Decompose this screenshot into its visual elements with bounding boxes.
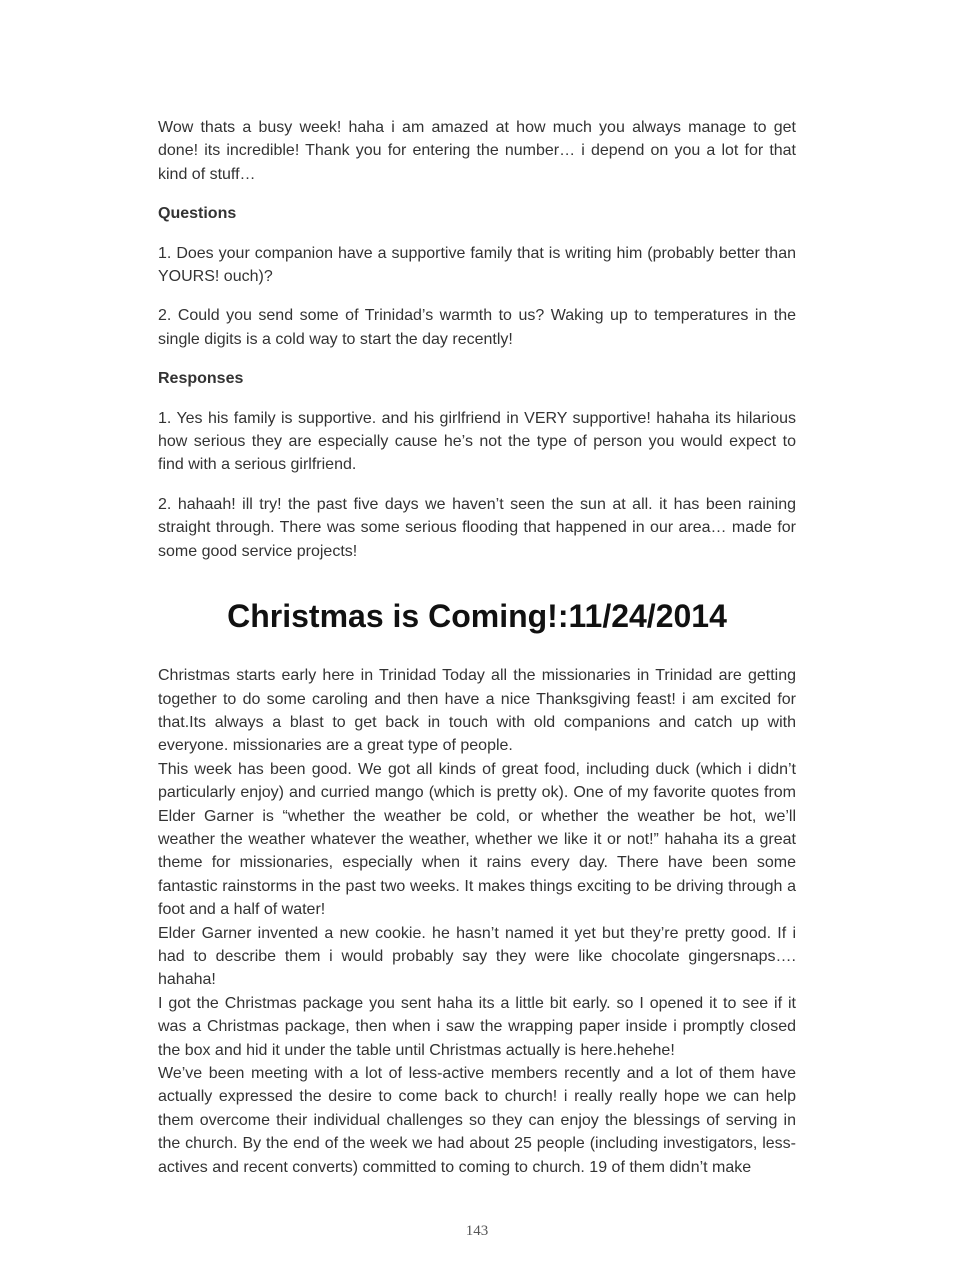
responses-heading: Responses [158, 370, 244, 388]
questions-heading: Questions [158, 205, 237, 223]
question-item: 2. Could you send some of Trinidad’s warmth to us? Waking up to temperatures in the single digits is a cold way to start the day recently! [158, 307, 796, 348]
body-paragraph: I got the Christmas package you sent haha its a little bit early. so I opened it to see if it was a Christmas package, then when i saw the wrapping paper inside i promptly closed the box and hid it under the table until Christmas actually is here.hehehe! [158, 994, 796, 1059]
response-item: 2. hahaah! ill try! the past five days we haven’t seen the sun at all. it has been raining straight through. There was some serious flooding that happened in our area… made for some good service projects! [158, 495, 796, 560]
body-paragraph: Elder Garner invented a new cookie. he hasn’t named it yet but they’re pretty good. If i had to describe them i would probably say they were like chocolate gingersnaps…. hahaha! [158, 924, 796, 989]
page-content [158, 116, 796, 1179]
body-paragraph: We’ve been meeting with a lot of less-active members recently and a lot of them have actually expressed the desire to come back to church! i really really hope we can help them overcome their individual challenges so they can enjoy the blessings of serving in the church. By the end of the week we had about 25 people (including investigators, less-actives and recent converts) committed to coming to church. 19 of them didn’t make [158, 1065, 796, 1176]
question-item: 1. Does your companion have a supportive family that is writing him (probably better than YOURS! ouch)? [158, 244, 796, 286]
body-paragraph: Christmas starts early here in Trinidad Today all the missionaries in Trinidad are getting together to do some caroling and then have a nice Thanksgiving feast! i am excited for that.Its always a blast to get back in touch with old companions and catch up with everyone. missionaries are a great type of people. [158, 667, 796, 755]
response-item: 1. Yes his family is supportive. and his girlfriend in VERY supportive! hahaha its hilarious how serious they are especially cause he’s not the type of person you would expect to find with a serious girlfriend. [158, 409, 796, 474]
section-title: Christmas is Coming!:11/24/2014 [227, 598, 727, 635]
page-number: 143 [465, 1223, 489, 1239]
body-paragraph: This week has been good. We got all kinds of great food, including duck (which i didn’t particularly enjoy) and curried mango (which is pretty ok). One of my favorite quotes from Elder Garner is “whether the weather be cold, or whether the weather be hot, we’ll weather the weather whatever the weather, whether we like it or not!” hahaha its a great theme for missionaries, especially when it rains every day. There have been some fantastic rainstorms in the past two weeks. It makes things exciting to be driving through a foot and a half of water! [158, 760, 796, 919]
intro-paragraph: Wow thats a busy week! haha i am amazed at how much you always manage to get done! its incredible! Thank you for entering the number… i depend on you a lot for that kind of stuff… [158, 119, 796, 183]
